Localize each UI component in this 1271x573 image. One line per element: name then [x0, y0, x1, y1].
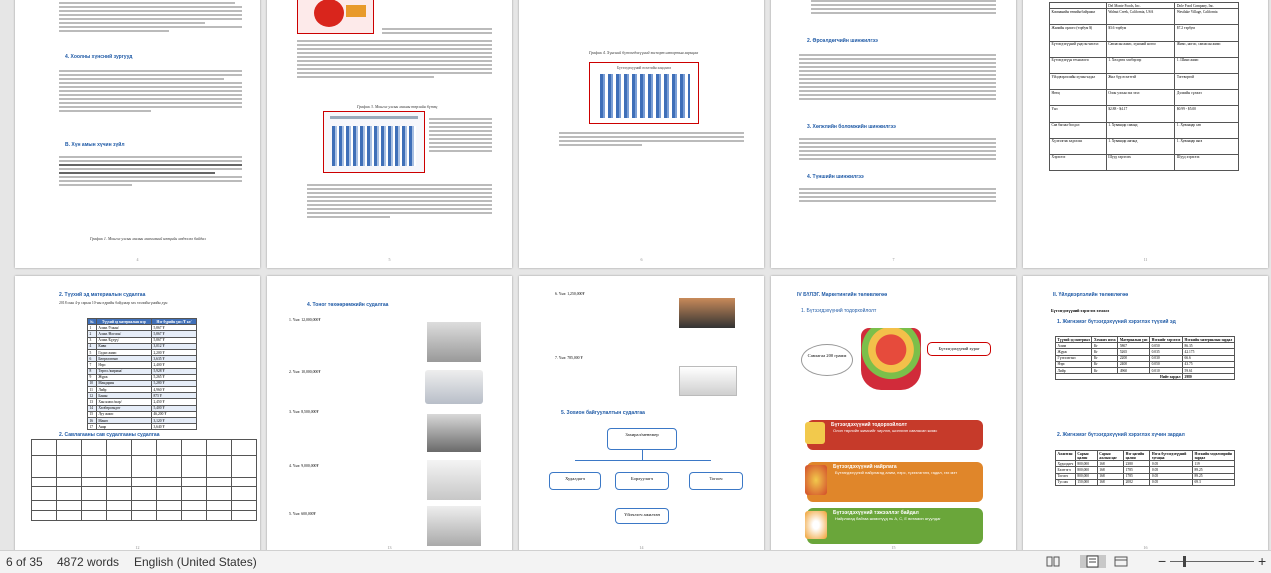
- page-thumbnail-13[interactable]: [267, 276, 512, 550]
- page-number: 15: [891, 545, 896, 550]
- page-thumbnail-11[interactable]: [1023, 0, 1268, 268]
- callout-bubble: Савлагаа 200 грамм: [801, 344, 853, 376]
- table-cell: Луу жимс: [96, 411, 151, 417]
- table-row: [1050, 73, 1239, 89]
- table-cell: 0.010: [1150, 367, 1183, 373]
- equipment-photo: [427, 322, 481, 362]
- table-cell: 15: [88, 411, 97, 417]
- raw-material-table: [87, 318, 197, 430]
- table-cell: 66.6: [1183, 355, 1235, 361]
- table-cell: 1785: [1124, 467, 1150, 473]
- table-cell: 0.030: [1150, 355, 1183, 361]
- table-cell: 1: [88, 325, 97, 331]
- table-cell: Бүтээгдэхүүн технологи: [1050, 57, 1107, 73]
- table-header-cell: Түүхий эд материал: [1056, 337, 1092, 343]
- page-thumbnail-14[interactable]: [519, 276, 764, 550]
- page-number: 6: [640, 257, 643, 262]
- table-header-cell: Dole Food Company, Inc.: [1175, 3, 1239, 9]
- table-cell: 2082: [1124, 479, 1150, 485]
- table-cell: Жүрж: [1056, 349, 1092, 355]
- table-cell: Хан ялам /шар/: [96, 399, 151, 405]
- page-number: 16: [1143, 545, 1148, 550]
- table-cell: 168: [1097, 473, 1123, 479]
- table-cell: 3,635 ₮: [151, 356, 196, 362]
- table-cell: 5: [88, 349, 97, 355]
- table-header-cell: Нэгж бүтээгдэхүүний хугацаа: [1150, 451, 1193, 461]
- table-cell: Жүрж: [96, 374, 151, 380]
- section-heading: 4. Түншийн шинжилгээ: [807, 174, 864, 180]
- competitor-table: [1049, 2, 1239, 171]
- section-heading: В. Хүн амын хүчин зүйл: [65, 142, 125, 148]
- table-cell: Төрөл /жирмаа/: [96, 368, 151, 374]
- body-text: [799, 136, 996, 162]
- table-cell: 4: [88, 343, 97, 349]
- section-heading: 5. Зохион байгуулалтын судалгаа: [561, 410, 645, 416]
- table-cell: 42.175: [1183, 349, 1235, 355]
- equipment-item: 5. Үнэ: 600,000₮: [289, 512, 316, 516]
- table-cell: 2,200 ₮: [151, 349, 196, 355]
- table-cell: Жил бүр өсөлттэй: [1106, 73, 1175, 89]
- equipment-item: 4. Үнэ: 9,000,000₮: [289, 464, 319, 468]
- table-cell: Хэрэглээ: [1050, 154, 1107, 170]
- web-layout-icon[interactable]: [1114, 555, 1128, 568]
- equipment-item: 3. Үнэ: 8,500,000₮: [289, 410, 319, 414]
- table-cell: 168: [1097, 461, 1123, 467]
- table-cell: 800,000: [1075, 473, 1097, 479]
- table-cell: Манго: [96, 418, 151, 424]
- table-cell: $7.2 тэрбум: [1175, 25, 1239, 41]
- table-header-cell: Нэг бүрийн үнэ /₮ кг/: [151, 319, 196, 325]
- table-cell: 4960: [1118, 367, 1150, 373]
- body-text: [59, 154, 242, 188]
- zoom-slider-thumb[interactable]: [1183, 556, 1186, 567]
- table-cell: Кг: [1092, 367, 1118, 373]
- page-number: 14: [639, 545, 644, 550]
- table-cell: 1. Хуванцар сав: [1175, 122, 1239, 138]
- table-row: [1050, 122, 1239, 138]
- material-cost-table: Түүхий эд материал Хэмжих нэгж Материалын үнэ Нэгжийг хэрэглэх Нэгжийн материалын зардал Алим Кг 5867 0.050 86.35 Жүрж Кг 5265 0.035 42.175 Гүзээлзгэнэ Кг 2200 0.030 66.6 Нэрс Кг 2400 0.050 43.75 Лийр Кг 4960 0.010 59.61 Нийт зардал 2980: [1055, 336, 1235, 380]
- page-number: 5: [388, 257, 391, 262]
- table-row: [1050, 25, 1239, 41]
- equipment-photo: [427, 506, 481, 546]
- table-cell: 17: [88, 424, 97, 430]
- org-box-bottom: Үйлчлэгч ажилтан: [615, 508, 669, 524]
- table-cell: Мандарин: [96, 380, 151, 386]
- table-cell: 10: [88, 380, 97, 386]
- table-cell: Бөөрөлзгөнө: [96, 356, 151, 362]
- table-cell: 168: [1097, 479, 1123, 485]
- table-cell: Алим /Бүдүү/: [96, 337, 151, 343]
- page-thumbnail-12[interactable]: [15, 276, 260, 550]
- feature-card: Бүтээгдэхүүний тэжээллэг байдал Найрлагад байгаа жимснүүд нь А, С, Е витамин агуулдаг: [807, 508, 983, 544]
- table-header-cell: Ажилтан: [1056, 451, 1076, 461]
- section-heading: 3. Хөгжлийн боломжийн шинжилгээ: [807, 124, 896, 130]
- table-header-cell: Материалын үнэ: [1118, 337, 1150, 343]
- table-cell: 6: [88, 356, 97, 362]
- table-cell: 5,867 ₮: [151, 331, 196, 337]
- section-heading: 4. Хоолны хүнсний зургууд: [65, 54, 133, 60]
- org-box-top: Захирал/менежер: [607, 428, 677, 450]
- table-cell: Компанийн төвийн байршил: [1050, 9, 1107, 25]
- pie-chart-image: [297, 0, 374, 34]
- table-cell: Сав баглаа боодол: [1050, 122, 1107, 138]
- table-cell: 69.3: [1192, 479, 1234, 485]
- table-cell: $3.6 тэрбум: [1106, 25, 1175, 41]
- read-mode-icon[interactable]: [1046, 555, 1060, 568]
- table-cell: Худалдагч: [1057, 461, 1074, 466]
- table-cell: 5,400 ₮: [151, 405, 196, 411]
- table-cell: 4,960 ₮: [151, 387, 196, 393]
- word-count[interactable]: 4872 words: [57, 555, 120, 569]
- section-heading: 1. Бүтээгдэхүүний тодорхойлолт: [801, 308, 877, 314]
- table-cell: 2: [88, 331, 97, 337]
- table-header-cell: Del Monte Foods, Inc.: [1106, 3, 1175, 9]
- table-cell: 0.035: [1150, 349, 1183, 355]
- figure-caption: График 3. Монгол улсын махны төрлийн бүтэц: [357, 104, 438, 109]
- table-cell: 8: [88, 368, 97, 374]
- table-header-cell: Түүхий эд материалын нэр: [96, 319, 151, 325]
- table-cell: Киви: [96, 343, 151, 349]
- table-cell: 1785: [1124, 473, 1150, 479]
- table-cell: Анар: [96, 424, 151, 430]
- table-cell: Walnut Creek, California, USA: [1106, 9, 1175, 25]
- table-cell: 3,012 ₮: [151, 343, 196, 349]
- status-bar: [0, 550, 1271, 573]
- table-cell: Гадил жимс: [96, 349, 151, 355]
- zoom-out-button[interactable]: −: [1158, 553, 1167, 569]
- page-count[interactable]: 6 of 35: [6, 555, 43, 569]
- table-cell: Бэлтгэгч: [1056, 467, 1076, 473]
- table-cell: 5,265 ₮: [151, 374, 196, 380]
- equipment-item: 2. Үнэ: 10,000,000₮: [289, 370, 321, 374]
- table-cell: 3,120 ₮: [151, 418, 196, 424]
- body-text: [811, 0, 996, 16]
- table-cell: Шууд хэрэглэх: [1106, 154, 1175, 170]
- table-header-cell: №: [88, 319, 97, 325]
- table-cell: Туслах: [1056, 479, 1076, 485]
- table-cell: Кг: [1092, 349, 1118, 355]
- bar-chart-image: [323, 111, 425, 173]
- table-cell: Үйлдвэрлэлийн хүчин чадал: [1050, 73, 1107, 89]
- table-row: [1056, 479, 1235, 485]
- table-cell: Үнэ: [1050, 106, 1107, 122]
- equipment-item: 1. Үнэ: 12,000,000₮: [289, 318, 321, 322]
- table-row: [1050, 154, 1239, 170]
- table-cell: Лийр: [96, 387, 151, 393]
- table-cell: 89.25: [1192, 467, 1234, 473]
- feature-card: Бүтээгдэхүүний тодорхойлолт Олон төрлийн жимсийг чирлэн, шинэхэн савласан жимс: [807, 420, 983, 450]
- page-thumbnail-4[interactable]: [15, 0, 260, 268]
- table-cell: Тогооч: [1056, 473, 1076, 479]
- equipment-photo: [427, 460, 481, 500]
- language-indicator[interactable]: English (United States): [134, 555, 257, 569]
- table-cell: 875 ₮: [151, 393, 196, 399]
- table-cell: 0.050: [1150, 343, 1183, 349]
- page-thumbnail-6[interactable]: [519, 0, 764, 268]
- page-number: 11: [1143, 257, 1148, 262]
- callout-box: Бүтээгдэхүүний хураг: [927, 342, 991, 356]
- fruit-cup-image: [861, 328, 921, 390]
- table-header-cell: Хэмжих нэгж: [1092, 337, 1118, 343]
- table-cell: 1. Хуванцар аяга: [1175, 138, 1239, 154]
- table-cell: 7: [88, 362, 97, 368]
- table-cell: 0.050: [1150, 361, 1183, 367]
- table-cell: 9: [88, 374, 97, 380]
- equipment-item: 7. Үнэ: 785,000 ₮: [555, 356, 583, 360]
- table-header-cell: Нэг цагийн цалин: [1124, 451, 1150, 461]
- table-cell: $2.88 - $4.17: [1106, 106, 1175, 122]
- table-header-cell: Нэгжийн материалын зардал: [1183, 337, 1235, 343]
- chapter-title: II. Үйлдвэрлэлийн төлөвлөгөө: [1053, 292, 1129, 298]
- table-cell: Шууд хэрэглэх: [1175, 154, 1239, 170]
- body-text: [307, 182, 492, 220]
- table-cell: 14: [88, 405, 97, 411]
- table-cell: 800,000: [1075, 467, 1097, 473]
- feature-card: Бүтээгдэхүүний найрлага Бүтээгдэхүүний найрлагад алим, нэрс, гүзээлзгэнэ, гадил, гэх мэт: [807, 462, 983, 502]
- table-cell: Олон улсын зах зээл: [1106, 90, 1175, 106]
- table-cell: 16: [88, 418, 97, 424]
- table-cell: Кг: [1092, 361, 1118, 367]
- table-cell: 46,200 ₮: [151, 411, 196, 417]
- equipment-photo: [679, 366, 737, 396]
- table-cell: Нэрс: [96, 362, 151, 368]
- table-header-cell: Нэгжийг хэрэглэх: [1150, 337, 1183, 343]
- table-cell: 2200: [1118, 355, 1150, 361]
- table-cell: Лийр: [1056, 367, 1092, 373]
- equipment-photo: [679, 298, 735, 328]
- table-row: [1050, 106, 1239, 122]
- table-row: [1050, 57, 1239, 73]
- print-layout-icon[interactable]: [1080, 555, 1106, 568]
- table-row: [88, 424, 197, 430]
- table-header-cell: Сарын ажлын цаг: [1097, 451, 1123, 461]
- table-cell: 3,640 ₮: [151, 424, 196, 430]
- table-cell: 11: [88, 387, 97, 393]
- table-cell: $0.99 - $5.00: [1175, 106, 1239, 122]
- table-row: [1050, 9, 1239, 25]
- org-box: Тогооч: [689, 472, 743, 490]
- page-number: 4: [136, 257, 139, 262]
- table-cell: 3: [88, 337, 97, 343]
- table-cell: 86.35: [1183, 343, 1235, 349]
- table-cell: 0.05: [1150, 461, 1193, 467]
- body-text: [382, 26, 492, 36]
- table-cell: 43.75: [1183, 361, 1235, 367]
- zoom-in-button[interactable]: +: [1258, 553, 1267, 569]
- labor-cost-table: [1055, 450, 1235, 486]
- table-cell: Хүлээлгэж хадгалах: [1050, 138, 1107, 154]
- equipment-item: 6. Үнэ: 1,250,000₮: [555, 292, 585, 296]
- section-heading: 2. Өрсөлдөгчийн шинжилгээ: [807, 38, 878, 44]
- equipment-photo: [425, 370, 483, 404]
- table-cell: 800,000: [1075, 461, 1097, 467]
- intro-text: 2018 оны 4-р сарын 10-ны өдрийн байдлаар зах зээлийн үнийн дүн: [59, 301, 168, 305]
- table-cell: Бүтээгдэхүүний үндсэн чиглэл: [1050, 41, 1107, 57]
- table-cell: Нэрс: [1056, 361, 1092, 367]
- equipment-photo: [427, 414, 481, 452]
- page-thumbnail-5[interactable]: [267, 0, 512, 268]
- page-thumbnail-15[interactable]: [771, 276, 1016, 550]
- figure-caption: График 1. Монгол улсын малын махчихний нөөцийн мэдээлэл байдал: [90, 236, 206, 241]
- table-cell: 1. Шинэ жимс: [1175, 57, 1239, 73]
- table-row: [1050, 41, 1239, 57]
- table-cell: Westlake Village, California: [1175, 9, 1239, 25]
- table-cell: 5,867 ₮: [151, 337, 196, 343]
- figure-caption: График 4. Хүнсний бүтээгдэхүүний экспорт импортын харьцаа: [589, 50, 699, 55]
- body-text: [559, 130, 744, 148]
- table-cell: 12: [88, 393, 97, 399]
- table-cell: 1. Хуванцар аяганд: [1106, 138, 1175, 154]
- bar-chart-image: [589, 62, 699, 124]
- body-text: [59, 68, 242, 114]
- table-header-cell: Сарын цалин: [1075, 451, 1097, 461]
- chapter-title: IV БҮЛЭГ. Маркетингийн төлөвлөгөө: [797, 292, 888, 298]
- chart-title: Бүтээгдэхүүний өсөлтийн хандлага: [616, 66, 672, 70]
- table-cell: 5,280 ₮: [151, 380, 196, 386]
- page-number: 12: [135, 545, 140, 550]
- table-cell: Савласан жимс, хүнсний ногоо: [1106, 41, 1175, 57]
- table-cell: Алим: [1056, 343, 1092, 349]
- table-cell: 89.25: [1192, 473, 1234, 479]
- body-text: [799, 52, 996, 102]
- table-cell: Гүзээлзгэнэ: [1056, 355, 1092, 361]
- table-cell: Алим /Улаан/: [96, 325, 151, 331]
- section-heading: 2. Жигнэмэг бүтээгдэхүүний хэрэглэх хүчин зардал: [1057, 432, 1185, 438]
- body-text: [297, 38, 492, 80]
- table-cell: 2400: [1118, 361, 1150, 367]
- table-cell: 0.05: [1150, 467, 1193, 473]
- table-header-cell: Нэгжийн хөдөлмөрийн зардал: [1192, 451, 1234, 461]
- table-cell: Алим /Ногоон/: [96, 331, 151, 337]
- table-cell: 168: [1097, 467, 1123, 473]
- org-box: Борлуулагч: [615, 472, 669, 490]
- table-cell: Хөлбөрсөндөг: [96, 405, 151, 411]
- table-cell: Нөөц: [1050, 90, 1107, 106]
- table-cell: 0.05: [1150, 479, 1193, 485]
- page-number: 7: [892, 257, 895, 262]
- table-row: [1050, 90, 1239, 106]
- table-cell: 5265: [1118, 349, 1150, 355]
- body-text: [799, 186, 996, 204]
- table-cell: 119: [1192, 461, 1234, 467]
- table-cell: 0.05: [1150, 473, 1193, 479]
- table-cell: 2,450 ₮: [151, 399, 196, 405]
- table-cell: 2380: [1124, 461, 1150, 467]
- subtitle: Бүтээгдэхүүний хэрэглэх хэмжээ: [1051, 308, 1110, 313]
- table-cell: Кг: [1092, 355, 1118, 361]
- table-cell: Дэлхийн сүлжээ: [1175, 90, 1239, 106]
- section-heading: 2. Савлагааны сав судалгааны судалгаа: [59, 432, 160, 438]
- org-box: Худалдагч: [549, 472, 601, 490]
- table-cell: 5867: [1118, 343, 1150, 349]
- table-cell: Жимс, ногоо, савласан жимс: [1175, 41, 1239, 57]
- table-cell: 13: [88, 399, 97, 405]
- table-cell: 1. Хуванцар саванд: [1106, 122, 1175, 138]
- section-heading: 1. Жигнэмэг бүтээгдэхүүний хэрэглэх түүхий эд: [1057, 319, 1176, 325]
- table-cell: 1. Хөлдөөх хэлбэрээр: [1106, 57, 1175, 73]
- section-heading: 4. Тоног төхөөрөмжийн судалгаа: [307, 302, 389, 308]
- page-number: 13: [387, 545, 392, 550]
- table-cell: Кг: [1092, 343, 1118, 349]
- page-thumbnail-7[interactable]: [771, 0, 1016, 268]
- section-heading: 2. Түүхий эд материалын судалгаа: [59, 292, 146, 298]
- table-cell: Банан: [96, 393, 151, 399]
- table-cell: 150,000: [1075, 479, 1097, 485]
- table-cell: 5,867 ₮: [151, 325, 196, 331]
- body-text: [429, 116, 492, 154]
- body-text: [59, 0, 242, 34]
- page-thumbnail-16[interactable]: [1023, 276, 1268, 550]
- packaging-table: [31, 439, 257, 521]
- table-cell: Жилийн орлого (тэрбум $): [1050, 25, 1107, 41]
- table-cell: 59.61: [1183, 367, 1235, 373]
- table-row: [1050, 138, 1239, 154]
- table-cell: 5,928 ₮: [151, 368, 196, 374]
- table-cell: 2,400 ₮: [151, 362, 196, 368]
- table-cell: Тогтвортой: [1175, 73, 1239, 89]
